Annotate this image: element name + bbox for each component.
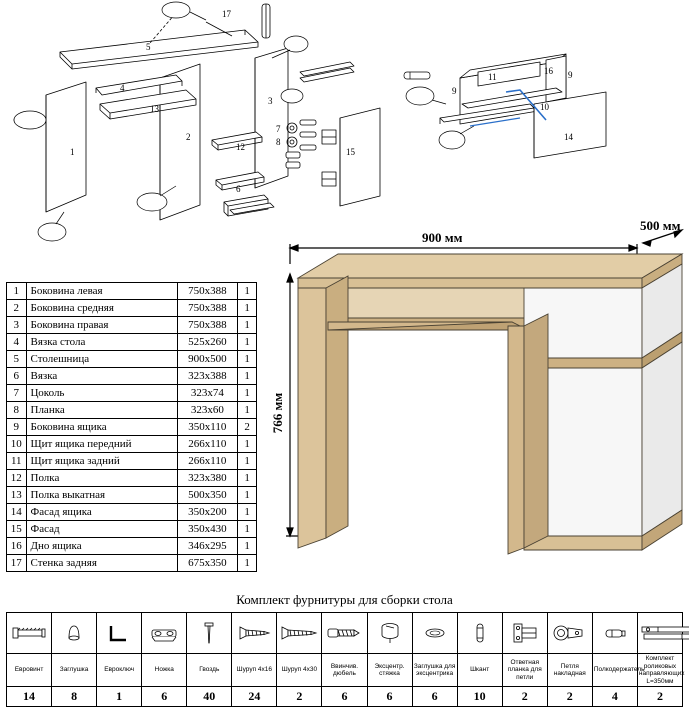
hardware-cell [457, 613, 502, 654]
hardware-count: 6 [367, 687, 412, 707]
svg-text:11: 11 [488, 72, 497, 82]
part-size: 750x388 [177, 300, 238, 317]
hardware-cell [7, 613, 52, 654]
part-number: 13 [7, 487, 27, 504]
part-name: Вязка стола [26, 334, 177, 351]
hardware-count: 40 [187, 687, 232, 707]
svg-text:9: 9 [568, 70, 573, 80]
hardware-cell [592, 613, 637, 654]
hardware-cell [547, 613, 592, 654]
svg-text:15: 15 [346, 147, 355, 157]
table-row [7, 521, 257, 538]
part-qty: 1 [238, 436, 257, 453]
part-size: 323x380 [177, 470, 238, 487]
svg-text:16: 16 [544, 66, 553, 76]
part-size: 350x200 [177, 504, 238, 521]
part-number: 7 [7, 385, 27, 402]
part-name: Фасад [26, 521, 177, 538]
svg-text:6: 6 [236, 184, 241, 194]
hardware-count: 10 [457, 687, 502, 707]
hardware-label: Гвоздь [187, 654, 232, 687]
hardware-kit-title: Комплект фурнитуры для сборки стола [236, 592, 453, 607]
part-name: Цоколь [26, 385, 177, 402]
table-row [7, 538, 257, 555]
svg-text:14: 14 [564, 132, 573, 142]
svg-text:13: 13 [150, 104, 159, 114]
svg-text:10: 10 [540, 102, 549, 112]
cap-icon [59, 618, 89, 648]
hardware-label: Заглушка [52, 654, 97, 687]
part-name: Дно ящика [26, 538, 177, 555]
nail-icon [199, 618, 219, 648]
exploded-assembly-diagram [0, 0, 689, 245]
table-row [7, 317, 257, 334]
part-number: 2 [7, 300, 27, 317]
part-name: Боковина средняя [26, 300, 177, 317]
table-row [7, 555, 257, 572]
hardware-label: Евроключ [97, 654, 142, 687]
part-name: Стенка задняя [26, 555, 177, 572]
part-qty: 1 [238, 300, 257, 317]
hardware-cell [322, 613, 367, 654]
cam-lock-icon [375, 618, 405, 648]
width-dimension-label: 900 мм [422, 230, 463, 245]
shelf-support-icon [600, 618, 630, 648]
part-number: 10 [7, 436, 27, 453]
table-row [7, 300, 257, 317]
hardware-label: Комплект роликовых направляющих L=350мм [638, 655, 685, 685]
dowel-screw-icon [324, 618, 364, 648]
table-row [7, 470, 257, 487]
table-row [7, 453, 257, 470]
part-name: Щит ящика передний [26, 436, 177, 453]
table-row [7, 419, 257, 436]
hardware-cell [97, 613, 142, 654]
hardware-count: 6 [142, 687, 187, 707]
part-qty: 1 [238, 385, 257, 402]
part-size: 323x60 [177, 402, 238, 419]
table-row [7, 385, 257, 402]
part-qty: 1 [238, 521, 257, 538]
hardware-cell [277, 613, 322, 654]
hardware-label: Ответная планка для петли [502, 654, 547, 687]
part-number: 9 [7, 419, 27, 436]
part-number: 3 [7, 317, 27, 334]
screw-4x16-icon [236, 618, 272, 648]
cam-cap-icon [420, 618, 450, 648]
table-row [7, 436, 257, 453]
part-size: 675x350 [177, 555, 238, 572]
part-size: 900x500 [177, 351, 238, 368]
hardware-label: Шуруп 4х16 [232, 654, 277, 687]
svg-text:4: 4 [120, 83, 125, 93]
allen-key-icon [104, 618, 134, 648]
part-number: 17 [7, 555, 27, 572]
hardware-label: Петля накладная [547, 654, 592, 687]
table-row [7, 368, 257, 385]
part-qty: 1 [238, 402, 257, 419]
part-name: Боковина ящика [26, 419, 177, 436]
svg-text:3: 3 [268, 96, 273, 106]
part-number: 12 [7, 470, 27, 487]
part-number: 5 [7, 351, 27, 368]
slides-icon [638, 618, 689, 648]
hardware-label: Ножка [142, 654, 187, 687]
table-row [7, 334, 257, 351]
part-size: 266x110 [177, 436, 238, 453]
hardware-cell [142, 613, 187, 654]
hardware-count: 6 [322, 687, 367, 707]
part-name: Полка [26, 470, 177, 487]
part-qty: 1 [238, 368, 257, 385]
hardware-count: 24 [232, 687, 277, 707]
hardware-label: Эксцентр. стяжка [367, 654, 412, 687]
part-name: Полка выкатная [26, 487, 177, 504]
svg-text:9: 9 [452, 86, 457, 96]
hardware-label: Ввинчив. дюбель [322, 654, 367, 687]
part-size: 350x430 [177, 521, 238, 538]
hardware-count: 1 [97, 687, 142, 707]
hardware-label: Шкант [457, 654, 502, 687]
part-size: 750x388 [177, 283, 238, 300]
part-name: Вязка [26, 368, 177, 385]
hinge-icon [552, 618, 588, 648]
table-row [7, 504, 257, 521]
part-qty: 1 [238, 453, 257, 470]
part-name: Боковина левая [26, 283, 177, 300]
part-qty: 1 [238, 504, 257, 521]
hardware-cell [637, 613, 682, 654]
part-name: Фасад ящика [26, 504, 177, 521]
hardware-label: Заглушка для эксцентрика [412, 654, 457, 687]
part-qty: 1 [238, 538, 257, 555]
hardware-count: 6 [412, 687, 457, 707]
part-qty: 1 [238, 555, 257, 572]
hardware-count: 2 [637, 687, 682, 707]
parts-table [6, 282, 257, 572]
screw-4x30-icon [279, 618, 319, 648]
table-row [7, 283, 257, 300]
part-size: 500x350 [177, 487, 238, 504]
part-qty: 1 [238, 351, 257, 368]
part-number: 1 [7, 283, 27, 300]
hardware-count: 2 [502, 687, 547, 707]
hardware-cell [232, 613, 277, 654]
hardware-cell [367, 613, 412, 654]
part-qty: 1 [238, 470, 257, 487]
table-row [7, 402, 257, 419]
height-dimension-label: 766 мм [270, 392, 285, 434]
hinge-plate-icon [508, 618, 542, 648]
dimensioned-desk-render [262, 218, 686, 578]
hardware-count: 2 [277, 687, 322, 707]
part-number: 16 [7, 538, 27, 555]
part-name: Столешница [26, 351, 177, 368]
table-row [7, 351, 257, 368]
eurobolt-icon [9, 618, 49, 648]
part-name: Боковина правая [26, 317, 177, 334]
wood-dowel-icon [468, 618, 492, 648]
hardware-label: Полкодержатель [592, 654, 637, 687]
hardware-cell [412, 613, 457, 654]
hardware-count: 4 [592, 687, 637, 707]
hardware-cell [52, 613, 97, 654]
svg-text:2: 2 [186, 132, 191, 142]
part-number: 6 [7, 368, 27, 385]
part-name: Щит ящика задний [26, 453, 177, 470]
part-size: 323x74 [177, 385, 238, 402]
part-size: 350x110 [177, 419, 238, 436]
part-number: 15 [7, 521, 27, 538]
hardware-count: 14 [7, 687, 52, 707]
part-qty: 1 [238, 283, 257, 300]
foot-icon [144, 618, 184, 648]
svg-text:12: 12 [236, 142, 245, 152]
part-size: 750x388 [177, 317, 238, 334]
svg-text:5: 5 [146, 42, 151, 52]
part-qty: 1 [238, 334, 257, 351]
hardware-kit-table [6, 612, 683, 707]
part-size: 266x110 [177, 453, 238, 470]
depth-dimension-label: 500 мм [640, 218, 681, 233]
table-row [7, 487, 257, 504]
svg-text:8: 8 [276, 137, 281, 147]
part-number: 4 [7, 334, 27, 351]
part-size: 525x260 [177, 334, 238, 351]
part-qty: 2 [238, 419, 257, 436]
svg-text:7: 7 [276, 124, 281, 134]
part-number: 11 [7, 453, 27, 470]
part-size: 323x388 [177, 368, 238, 385]
hardware-count: 2 [547, 687, 592, 707]
hardware-label: Шуруп 4х30 [277, 654, 322, 687]
part-number: 8 [7, 402, 27, 419]
part-size: 346x295 [177, 538, 238, 555]
hardware-cell [502, 613, 547, 654]
hardware-label: Евровинт [7, 654, 52, 687]
part-name: Планка [26, 402, 177, 419]
svg-text:1: 1 [70, 147, 75, 157]
hardware-count: 8 [52, 687, 97, 707]
part-qty: 1 [238, 317, 257, 334]
part-number: 14 [7, 504, 27, 521]
hardware-cell [187, 613, 232, 654]
part-qty: 1 [238, 487, 257, 504]
svg-text:17: 17 [222, 9, 231, 19]
